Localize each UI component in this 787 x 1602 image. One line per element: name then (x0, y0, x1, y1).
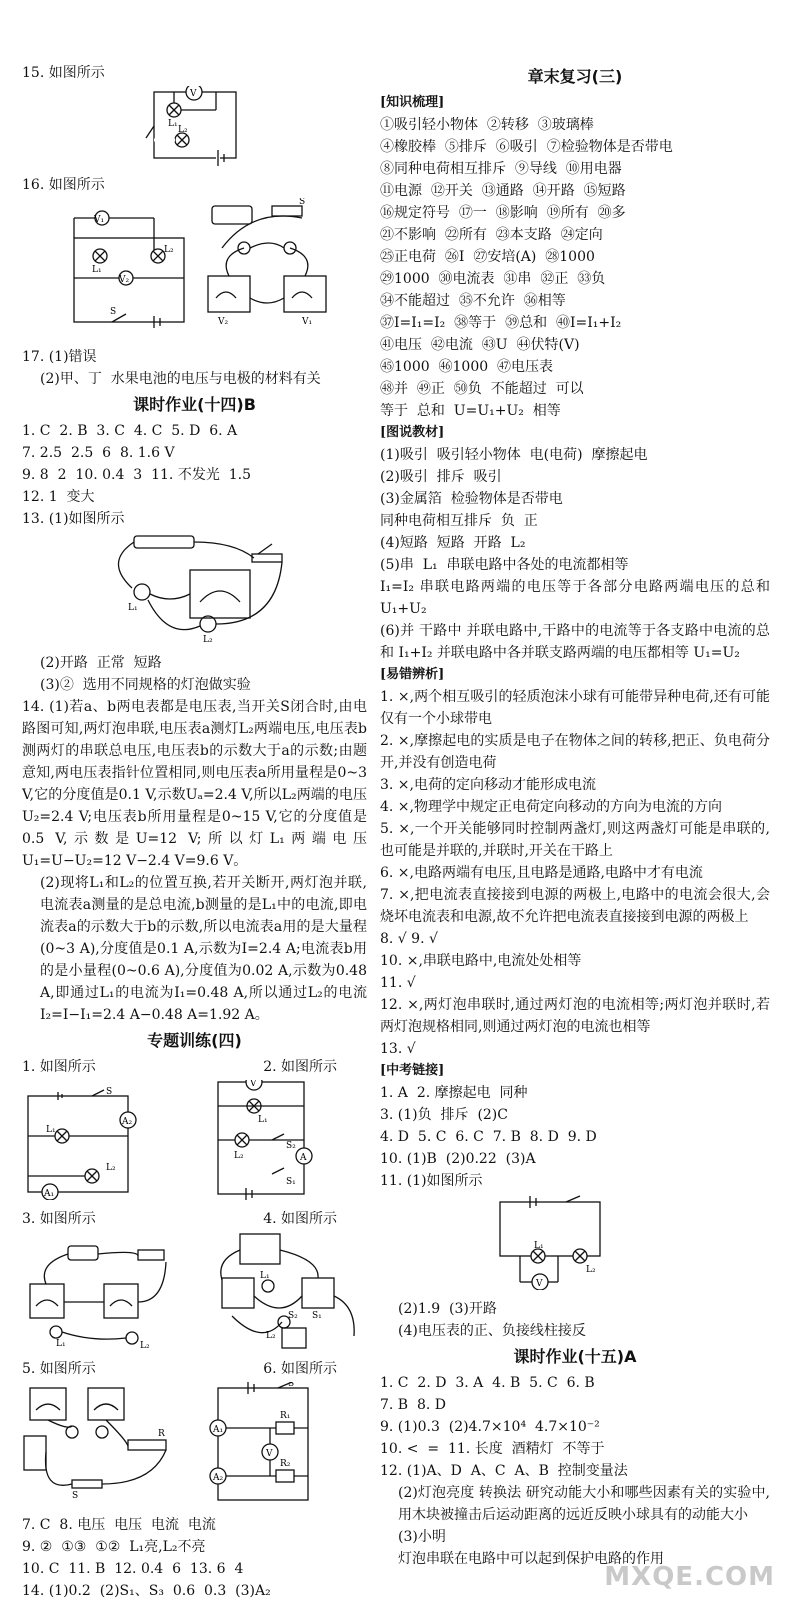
hw-line: 7. B 8. D (380, 1397, 447, 1413)
heading-knowledge: [知识梳理] (380, 95, 445, 110)
knowledge-line: ⑪电源 ⑫开关 ⑬通路 ⑭开路 ⑮短路 (380, 183, 626, 199)
exam-11-2-3: (2)1.9 (3)开路 (398, 1301, 497, 1317)
fig-4-text: 4. 如图所示 (263, 1211, 337, 1227)
mistake-item: 6. ×,电路两端有电压,且电路是通路,电路中才有电流 (380, 865, 703, 881)
knowledge-line: ㊽并 ㊾正 ㊿负 不能超过 可以 (380, 381, 584, 397)
m11-l2: L₂ (586, 1265, 596, 1275)
figure-line: (6)并 干路中 并联电路中,干路中的电流等于各支路中电流的总和 I₁+I₂ 并联电路中各并联支路两端的电压都相等 U₁=U₂ (380, 623, 770, 661)
mistake-item: 12. ×,两灯泡串联时,通过两灯泡的电流相等;两灯泡并联时,若两灯泡规格相同,则通过两灯泡的电流也相等 (380, 997, 770, 1035)
v2-label: V₂ (119, 275, 130, 285)
knowledge-line: ㉕正电荷 ㉖I ㉗安培(A) ㉘1000 (380, 249, 595, 265)
circuit-diagrams-5-6 (22, 1382, 362, 1506)
hw-12-2: (2)灯泡亮度 转换法 研究动能大小和哪些因素有关的实验中,用木块被撞击后运动距离的远近反映小球具有的动能大小 (398, 1485, 770, 1523)
hw-12-3: (3)小明 (398, 1529, 446, 1545)
figure-line: (4)短路 短路 开路 L₂ (380, 535, 526, 551)
voltmeter-label: V (190, 89, 197, 99)
exam-list (380, 1082, 770, 1192)
l1-label: L₁ (92, 265, 102, 275)
switch-label: S (110, 307, 117, 317)
knowledge-line: ⑯规定符号 ⑰一 ⑱影响 ⑲所有 ⑳多 (380, 205, 626, 221)
section-title-special: 专题训练(四) (147, 1031, 242, 1050)
answer-13-2: (2)开路 正常 短路 (40, 655, 162, 671)
circuit-diagram-q15 (22, 86, 322, 166)
switch-label-photo: S (299, 198, 306, 207)
answer-14-part1: 14. (1)若a、b两电表都是电压表,当开关S闭合时,由电路图可知,两灯泡串联,电压表a测灯L₂两端电压,电压表b测两灯的串联总电压,电压表b的示数大于a的示数;由题意知,两电压表指针位置相同,则电压表a所用量程是0~3 V,它的分度值是0.1 V,示数Uₐ=2.4 V,所以L₂两端的电压U₂=2.4 V;电压表b所用量程是0~15 V,它的分度值是0.5 V,示数是U=12 V;所以灯L₁两端电压U₁=U−U₂=12 V−2.4 V=9.6 V。 (22, 699, 367, 869)
right-column (380, 62, 770, 1570)
fig-2-text: 2. 如图所示 (263, 1059, 337, 1075)
knowledge-line: ㊺1000 ㊻1000 ㊼电压表 (380, 359, 554, 375)
f6-a2: A₂ (213, 1473, 224, 1483)
answer-9-11: 9. 8 2 10. 0.4 3 11. 不发光 1.5 (22, 467, 251, 483)
f3-l1: L₁ (56, 1339, 66, 1349)
f1-l2: L₂ (106, 1163, 116, 1173)
figure-line: I₁=I₂ 串联电路两端的电压等于各部分电路两端电压的总和 U₁+U₂ (380, 579, 770, 617)
f4-s1: S₁ (312, 1311, 322, 1321)
mistakes-list (380, 686, 770, 1060)
exam-11-4: (4)电压表的正、负接线柱接反 (398, 1323, 586, 1339)
f6-a1: A₁ (213, 1425, 224, 1435)
f4-l1: L₁ (260, 1271, 270, 1281)
watermark: MXQE.COM (604, 1562, 775, 1592)
hw-12-3b: 灯泡串联在电路中可以起到保护电路的作用 (398, 1551, 664, 1567)
f2-v: V (250, 1080, 257, 1089)
f2-s2: S₂ (286, 1141, 296, 1151)
mistake-item: 3. ×,电荷的定向移动才能形成电流 (380, 777, 596, 793)
f1-a1: A₁ (44, 1189, 55, 1199)
q17a: 17. (1)错误 (22, 349, 97, 365)
m11-v: V (536, 1279, 543, 1289)
hw-line: 12. (1)A、D A、C A、B 控制变量法 (380, 1463, 628, 1479)
f2-s1: S₁ (286, 1177, 296, 1187)
knowledge-line: 等于 总和 U=U₁+U₂ 相等 (380, 403, 561, 419)
l2-label-13: L₂ (203, 635, 213, 644)
exam-line: 10. (1)B (2)0.22 (3)A (380, 1151, 536, 1167)
answer-13: 13. (1)如图所示 (22, 511, 125, 527)
f5-s: S (72, 1491, 79, 1501)
f1-l1: L₁ (46, 1125, 56, 1135)
mistake-item: 5. ×,一个开关能够同时控制两盏灯,则这两盏灯可能是串联的,也可能是并联的,并联时,开关在干路上 (380, 821, 770, 859)
knowledge-line: ①吸引轻小物体 ②转移 ③玻璃棒 (380, 117, 594, 133)
circuit-diagram-q16 (22, 198, 342, 338)
mistake-item: 13. √ (380, 1041, 416, 1057)
mistake-item: 8. √ 9. √ (380, 931, 438, 947)
lamp-l1-label: L₁ (168, 119, 178, 129)
fig-6-text: 6. 如图所示 (263, 1361, 337, 1377)
f6-r2: R₂ (280, 1459, 291, 1469)
figure-line: (1)吸引 吸引轻小物体 电(电荷) 摩擦起电 (380, 447, 648, 463)
f3-l2: L₂ (140, 1341, 150, 1350)
left-column (22, 62, 367, 1602)
knowledge-line: ㉑不影响 ㉒所有 ㉓本支路 ㉔定向 (380, 227, 603, 243)
answer-7-8: 7. 2.5 2.5 6 8. 1.6 V (22, 445, 175, 461)
l2-label: L₂ (164, 245, 174, 255)
mistake-item: 1. ×,两个相互吸引的轻质泡沫小球有可能带异种电荷,还有可能仅有一个小球带电 (380, 689, 770, 727)
hw-line: 1. C 2. D 3. A 4. B 5. C 6. B (380, 1375, 595, 1391)
f2-l2: L₂ (234, 1151, 244, 1161)
knowledge-list (380, 114, 770, 422)
section-title-review: 章末复习(三) (527, 67, 623, 86)
answer-z9: 9. ② ①③ ①② L₁亮,L₂不亮 (22, 1539, 206, 1555)
figure-line: 同种电荷相互排斥 负 正 (380, 513, 538, 529)
exam-line: 3. (1)负 排斥 (2)C (380, 1107, 508, 1123)
heading-textbook-figures: [图说教材] (380, 425, 445, 440)
f2-l1: L₁ (258, 1115, 268, 1125)
hw-line: 9. (1)0.3 (2)4.7×10⁴ 4.7×10⁻² (380, 1419, 600, 1435)
figure-line: (3)金属箔 检验物体是否带电 (380, 491, 563, 507)
mistake-item: 2. ×,摩擦起电的实质是电子在物体之间的转移,把正、负电荷分开,并没有创造电荷 (380, 733, 770, 771)
f5-r: R (158, 1429, 165, 1439)
lamp-l2-label: L₂ (178, 125, 188, 135)
knowledge-line: ㉙1000 ㉚电流表 ㉛串 ㉜正 ㉝负 (380, 271, 606, 287)
q17b: (2)甲、丁 水果电池的电压与电极的材料有关 (40, 371, 321, 387)
v2-photo-label: V₂ (218, 317, 229, 327)
circuit-diagram-exam-11 (380, 1194, 760, 1290)
q15-text: 15. 如图所示 (22, 65, 105, 81)
f4-l2: L₂ (266, 1331, 276, 1341)
circuit-diagrams-3-4 (22, 1232, 362, 1350)
l1-label-13: L₁ (128, 603, 138, 613)
answer-12: 12. 1 变大 (22, 489, 95, 505)
mistake-item: 7. ×,把电流表直接接到电源的两极上,电路中的电流会很大,会烧坏电流表和电源,故不允许把电流表直接接到电源的两极上 (380, 887, 770, 925)
circuit-diagram-13 (22, 532, 342, 644)
mistake-item: 10. ×,串联电路中,电流处处相等 (380, 953, 582, 969)
mistake-item: 4. ×,物理学中规定正电荷定向移动的方向为电流的方向 (380, 799, 722, 815)
fig-5-text: 5. 如图所示 (22, 1361, 96, 1377)
hw-line: 10. < = 11. 长度 酒精灯 不等于 (380, 1441, 605, 1457)
answer-13-3: (3)② 选用不同规格的灯泡做实验 (40, 677, 251, 693)
figures-list (380, 444, 770, 664)
answer-14-part2: (2)现将L₁和L₂的位置互换,若开关断开,两灯泡并联,电流表a测量的是总电流,b测量的是L₁中的电流,即电流表a的示数大于b的示数,所以电流表a用的是大量程(0~3 A),分度值是0.1 A,示数为I=2.4 A;电流表b用的是小量程(0~0.6 A),分度值为0.02 A,示数为0.48 A,即通过L₁的电流为I₁=0.48 A,所以通过L₂的电流I₂=I−I₁=2.4 A−0.48 A=1.92 A。 (40, 875, 367, 1023)
exam-line: 1. A 2. 摩擦起电 同种 (380, 1085, 528, 1101)
heading-mistakes: [易错辨析] (380, 667, 445, 682)
knowledge-line: ⑧同种电荷相互排斥 ⑨导线 ⑩用电器 (380, 161, 622, 177)
fig-1-text: 1. 如图所示 (22, 1059, 96, 1075)
knowledge-line: ㉞不能超过 ㉟不允许 ㊱相等 (380, 293, 566, 309)
answer-z14: 14. (1)0.2 (2)S₁、S₃ 0.6 0.3 (3)A₂ (22, 1583, 271, 1599)
knowledge-line: ㊲I=I₁=I₂ ㊳等于 ㊴总和 ㊵I=I₁+I₂ (380, 315, 622, 331)
answer-z10-13: 10. C 11. B 12. 0.4 6 13. 6 4 (22, 1561, 244, 1577)
section-title-15a: 课时作业(十五)A (513, 1347, 637, 1366)
knowledge-line: ㊶电压 ㊷电流 ㊸U ㊹伏特(V) (380, 337, 580, 353)
answer-z7-8: 7. C 8. 电压 电压 电流 电流 (22, 1517, 216, 1533)
exam-line: 4. D 5. C 6. C 7. B 8. D 9. D (380, 1129, 597, 1145)
circuit-diagrams-1-2 (22, 1080, 362, 1200)
f2-a: A (300, 1153, 307, 1163)
m11-l1: L₁ (534, 1241, 544, 1251)
answer-1-6: 1. C 2. B 3. C 4. C 5. D 6. A (22, 423, 238, 439)
fig-3-text: 3. 如图所示 (22, 1211, 96, 1227)
knowledge-line: ④橡胶棒 ⑤排斥 ⑥吸引 ⑦检验物体是否带电 (380, 139, 673, 155)
v1-label: V₁ (94, 215, 105, 225)
figure-line: (2)吸引 排斥 吸引 (380, 469, 502, 485)
f1-s: S (106, 1087, 113, 1097)
q16-text: 16. 如图所示 (22, 177, 105, 193)
section-title-14b: 课时作业(十四)B (133, 395, 256, 414)
v1-photo-label: V₁ (302, 317, 313, 327)
figure-line: (5)串 L₁ 串联电路中各处的电流都相等 (380, 557, 629, 573)
homework-15a-list (380, 1372, 770, 1482)
heading-exam-link: [中考链接] (380, 1063, 445, 1078)
f6-r1: R₁ (280, 1411, 291, 1421)
f6-v: V (266, 1449, 273, 1459)
f1-a2: A₂ (122, 1117, 133, 1127)
mistake-item: 11. √ (380, 975, 416, 991)
f4-s2: S₂ (288, 1311, 298, 1321)
f6-s: S (288, 1382, 295, 1389)
exam-line: 11. (1)如图所示 (380, 1173, 483, 1189)
